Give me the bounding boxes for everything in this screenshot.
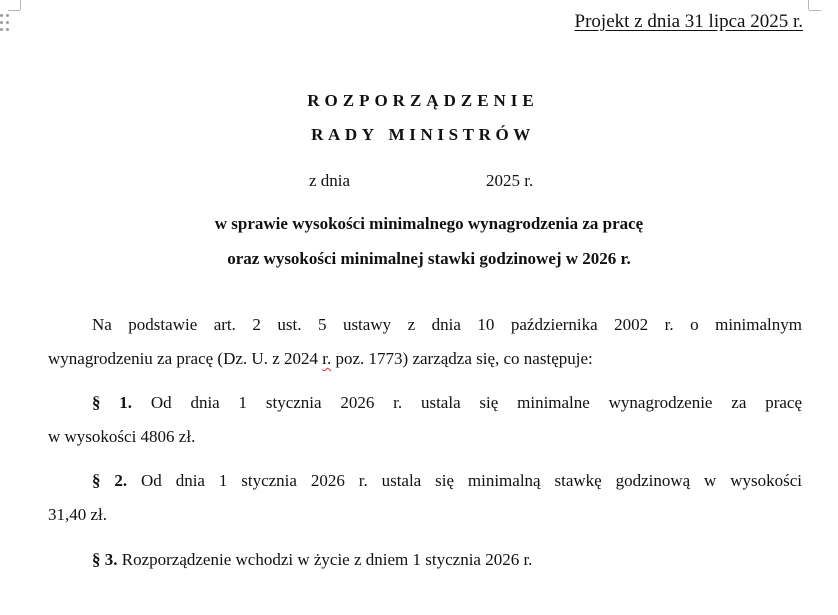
margin-corner-left-horizontal	[8, 10, 20, 11]
subject-line1: w sprawie wysokości minimalnego wynagrodzenia za pracę	[214, 214, 644, 233]
spellcheck-flagged-word[interactable]: r.	[322, 349, 332, 368]
section-2-line2: 31,40 zł.	[48, 505, 108, 524]
project-date-header: Projekt z dnia 31 lipca 2025 r.	[574, 11, 803, 32]
section-1-text: Od dnia 1 stycznia 2026 r. ustala się minimalne wynagrodzenie za pracę	[150, 393, 802, 412]
margin-corner-right-horizontal	[809, 10, 821, 11]
section-paragraph-2	[48, 464, 802, 532]
section-paragraph-1	[48, 386, 802, 454]
section-1-line2: w wysokości 4806 zł.	[48, 427, 196, 446]
section-1-line1	[48, 386, 802, 420]
title-word-ministrow: MINISTRÓW	[388, 125, 535, 144]
section-2-text: Od dnia 1 stycznia 2026 r. ustala się minimalną stawkę godzinową w wysokości	[141, 471, 803, 490]
preamble-line2-start: wynagrodzeniu za pracę (Dz. U. z 2024	[48, 349, 318, 368]
preamble-line2	[48, 342, 802, 376]
preamble-line2-end: poz. 1773) zarządza się, co następuje:	[335, 349, 593, 368]
preamble-paragraph	[48, 308, 802, 376]
document-title-line1	[0, 91, 838, 111]
date-suffix: 2025 r.	[486, 171, 534, 190]
section-1-mark: § 1.	[92, 393, 133, 412]
section-2-line1	[48, 464, 802, 498]
section-paragraph-3	[48, 543, 802, 577]
subject-line2: oraz wysokości minimalnej stawki godzinowej w 2026 r.	[227, 249, 631, 268]
drag-handle-icon[interactable]	[0, 14, 10, 36]
section-3-text: Rozporządzenie wchodzi w życie z dniem 1 stycznia 2026 r.	[121, 550, 533, 569]
preamble-line1: Na podstawie art. 2 ust. 5 ustawy z dnia 10 października 2002 r. o minimalnym	[92, 315, 802, 334]
section-3-mark: § 3.	[92, 550, 118, 569]
document-title-line2	[0, 125, 838, 145]
title-word-rady: RADY	[311, 125, 379, 144]
margin-corner-right-vertical	[808, 0, 809, 10]
section-2-mark: § 2.	[92, 471, 128, 490]
date-prefix: z dnia	[309, 171, 351, 190]
section-3-line1	[48, 543, 802, 577]
title-word-rozporzadzenie: ROZPORZĄDZENIE	[307, 91, 539, 110]
margin-corner-left-vertical	[20, 0, 21, 10]
